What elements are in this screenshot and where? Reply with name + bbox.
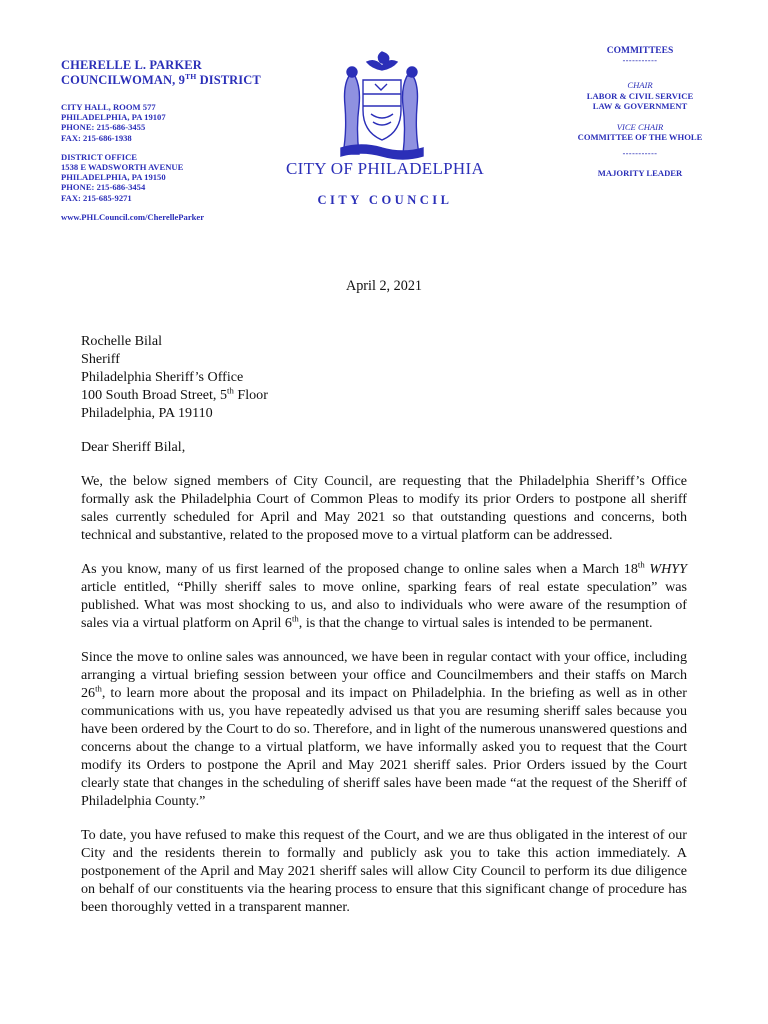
recipient-address [81,332,687,422]
committees-block [560,45,720,178]
paragraph-1: We, the below signed members of City Council, are requesting that the Philadelphia Sheriff’s Office formally ask the Philadelphia Court of Common Pleas to modify its prior Orders to postpone all sheriff sales currently scheduled for April and May 2021 so that outstanding questions and concerns, both technical and substantive, related to the proposed move to a virtual platform can be addressed. [81,473,687,543]
committees-label: COMMITTEES [606,46,674,56]
councilwoman-name: CHERELLE L. PARKER [61,58,202,72]
councilwoman-contact-block [61,58,281,222]
chair-label: CHAIR [627,80,653,90]
recipient-street: 100 South Broad Street, 5th Floor [81,385,268,403]
separator: ----------- [622,148,658,158]
paragraph-4: To date, you have refused to make this request of the Court, and we are thus obligated in the interest of our City and the residents therein to formally and publicly ask you to take this action immediately. A postponement of the April and May 2021 sheriff sales will allow City Council to perform its due diligence on behalf of our constituents via the hearing process to ensure that this significant change of procedure has been thoroughly vetted in a transparent manner. [81,827,687,915]
city-hall-address: CITY HALL, ROOM 577 PHILADELPHIA, PA 19107 PHONE: 215-686-3455 FAX: 215-686-1938 [61,102,166,143]
letter-body [81,332,687,916]
chair-committee: LAW & GOVERNMENT [592,101,688,111]
recipient-name: Rochelle Bilal [81,333,163,349]
council-website-link[interactable]: www.PHLCouncil.com/CherelleParker [61,211,205,222]
salutation: Dear Sheriff Bilal, [81,439,186,455]
recipient-title: Sheriff [81,351,120,367]
chair-committee: LABOR & CIVIL SERVICE [586,90,694,101]
city-council-heading: CITY COUNCIL [317,193,453,207]
vice-chair-committee: COMMITTEE OF THE WHOLE [577,132,703,142]
paragraph-2: As you know, many of us first learned of the proposed change to online sales when a March 18th WHYY article entitled, “Philly sheriff sales to move online, sparking fears of real estate speculation” was published. What was most shocking to us, and also to individuals who were aware of the resumption of sales via a virtual platform on April 6th, is that the change to virtual sales is intended to be permanent. [81,559,687,631]
councilwoman-title: COUNCILWOMAN, 9TH DISTRICT [61,71,261,87]
vice-chair-label: VICE CHAIR [616,121,664,132]
city-name-heading: CITY OF PHILADELPHIA [285,159,485,178]
district-office-address: DISTRICT OFFICE 1538 E WADSWORTH AVENUE PHILADELPHIA, PA 19150 PHONE: 215-686-3454 FAX: 215-685-9271 [61,151,184,203]
recipient-city: Philadelphia, PA 19110 [81,405,213,421]
city-seal-icon [327,48,437,160]
paragraph-3: Since the move to online sales was announced, we have been in regular contact with your office, including arranging a virtual briefing session between your office and Councilmembers and their staffs on March 26th, to learn more about the proposal and its impact on Philadelphia. In the briefing as well as in other communications with us, you have repeatedly advised us that you are resuming sheriff sales because you have been ordered by the Court to do so. Therefore, and in light of the numerous unanswered questions and concerns about the change to a virtual platform, we have informally asked you to request that the Court modify its Orders to postpone the April and May 2021 sheriff sales. Prior Orders issued by the Court clearly state that changes in the scheduling of sheriff sales have been made “at the request of the Sheriff of Philadelphia County.” [81,649,687,809]
letter-date: April 2, 2021 [345,278,423,294]
majority-leader-label: MAJORITY LEADER [597,167,683,178]
recipient-office: Philadelphia Sheriff’s Office [81,369,244,385]
separator: ----------- [622,56,658,65]
